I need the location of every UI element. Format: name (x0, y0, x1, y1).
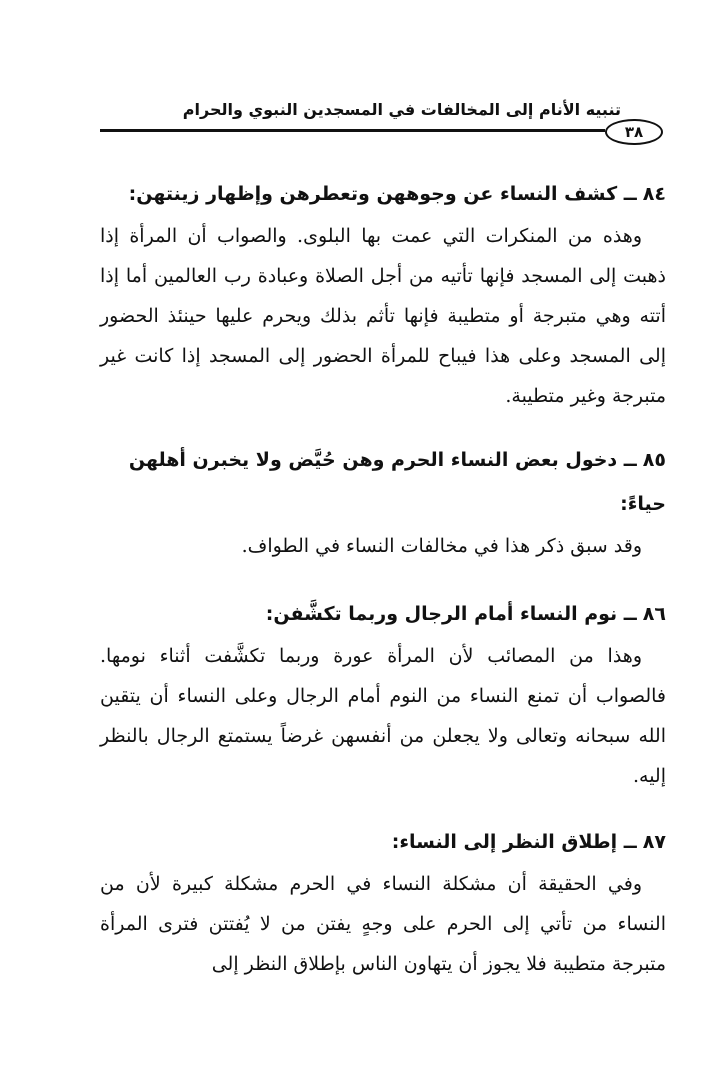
section-title: ــ إطلاق النظر إلى النساء: (391, 831, 637, 853)
running-title: تنبيه الأنام إلى المخالفات في المسجدين النبوي والحرام (182, 100, 621, 119)
section-number: ٨٥ (642, 449, 666, 471)
section-number: ٨٧ (642, 831, 666, 853)
section-body: وفي الحقيقة أن مشكلة النساء في الحرم مشكلة كبيرة لأن من النساء من تأتي إلى الحرم على وجهٍ يفتن من لا يُفتتن فترى المرأة متبرجة متطيبة فلا يجوز أن يتهاون الناس بإطلاق النظر إلى (100, 873, 666, 975)
section-title: ــ دخول بعض النساء الحرم وهن حُيَّض ولا يخبرن أهلهن حياءً: (128, 449, 666, 515)
section-heading (100, 592, 666, 636)
section-title: ــ نوم النساء أمام الرجال وربما تكشَّفن: (265, 603, 637, 625)
section-heading (100, 820, 666, 864)
page-number (605, 119, 663, 145)
section-number: ٨٤ (642, 183, 666, 205)
section-number: ٨٦ (642, 603, 666, 625)
section-87 (100, 820, 666, 984)
section-body: وهذه من المنكرات التي عمت بها البلوى. والصواب أن المرأة إذا ذهبت إلى المسجد فإنها تأتيه من أجل الصلاة وعبادة رب العالمين أما إذا أتته وهي متبرجة أو متطيبة فإنها تأثم بذلك ويحرم عليها حينئذ الحضور إلى المسجد وعلى هذا فيباح للمرأة الحضور إلى المسجد إذا كانت غير متبرجة وغير متطيبة. (100, 225, 666, 407)
section-86 (100, 592, 666, 796)
page-number-text: ٣٨ (624, 123, 644, 141)
section-heading (100, 438, 666, 526)
section-heading (100, 172, 666, 216)
section-title: ــ كشف النساء عن وجوههن وتعطرهن وإظهار زينتهن: (128, 183, 637, 205)
section-body: وهذا من المصائب لأن المرأة عورة وربما تكشَّفت أثناء نومها. فالصواب أن تمنع النساء من النوم أمام الرجال وعلى النساء أن يتقين الله سبحانه وتعالى ولا يجعلن من أنفسهن غرضاً يستمتع الرجال بالنظر إليه. (100, 645, 666, 787)
header-rule (100, 129, 605, 132)
section-84 (100, 172, 666, 416)
section-body: وقد سبق ذكر هذا في مخالفات النساء في الطواف. (241, 535, 642, 557)
section-85 (100, 438, 666, 566)
page-content (100, 172, 666, 984)
